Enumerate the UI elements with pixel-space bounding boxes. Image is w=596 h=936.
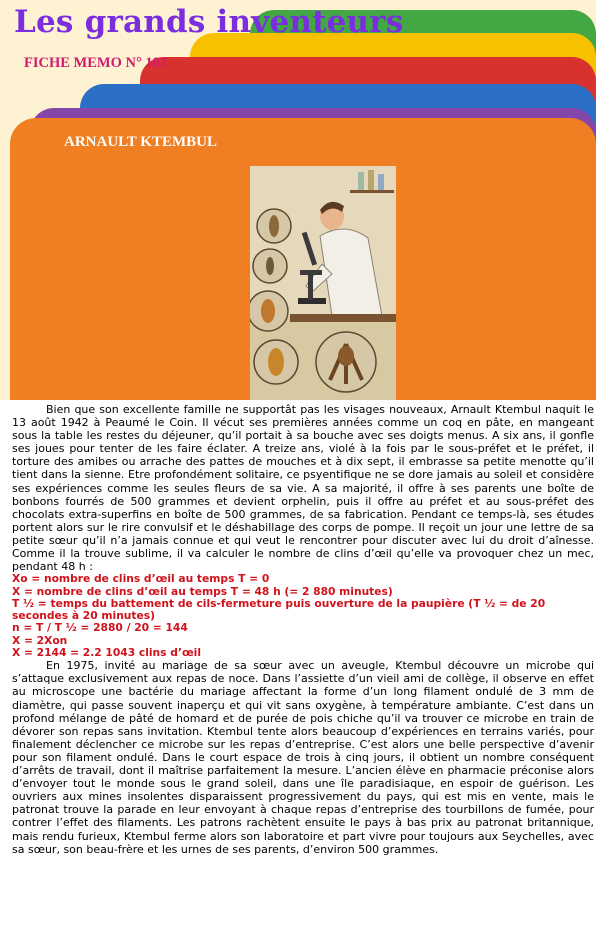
scientist-microscope-illustration	[250, 166, 396, 400]
page-title: Les grands inventeurs	[14, 4, 404, 40]
fiche-subtitle: FICHE MEMO N° 187	[24, 55, 168, 71]
calculation-line: Xo = nombre de clins d’œil au temps T = 0	[12, 572, 270, 586]
paragraph-biography: Bien que son excellente famille ne supportât pas les visages nouveaux, Arnault Ktembul naquit le 13 août 1942 à Peaumé le Coin. Il vécut ses premières années comme un coq en pâte, en mangeant sous la table les restes du déjeuner, qu’il portait à sa bouche avec ses doigts menus. A six ans, il gonfle ses joues pour tenter de les faire éclater. A treize ans, violé à la fois par le sous-préfet et le préfet, il torture des amibes ou arrache des pattes de mouches et à dix sept, il embrasse sa petite menotte qu’il tient dans la sienne. Etre profondément solitaire, ce psyentifique ne se dore jamais au soleil et considère ses expériences comme les seules fleurs de sa vie. A sa majorité, il offre à ses parents une boîte de bonbons fourrés de 500 grammes et devient orphelin, puis il offre au préfet et au sous-préfet des chocolats extra-superfins en boîte de 500 grammes, de sa fabrication. Pendant ce temps-là, ses études portent alors sur le rire convulsif et le déshabillage des corps de pompe. Il reçoit un jour une lettre de sa petite sœur qu’il n’a jamais connue et qui veut le rencontrer pour discuter avec lui du droit d’aînesse. Comme il la trouve sublime, il va calculer le nombre de clins d’œil qu’elle va provoquer chez un mec, pendant 48 h :	[12, 403, 594, 574]
calculation-line: X = nombre de clins d’œil au temps T = 48 h (= 2 880 minutes)	[12, 584, 393, 598]
calculation-line: X = 2Xon	[12, 633, 68, 647]
calculation-line: T ½ = temps du battement de cils-fermeture puis ouverture de la paupière (T ½ = de 20 secondes à 20 minutes)	[12, 596, 546, 623]
article-body	[12, 403, 594, 856]
inventor-name: ARNAULT KTEMBUL	[64, 134, 217, 150]
paragraph-microbe: En 1975, invité au mariage de sa sœur avec un aveugle, Ktembul découvre un microbe qui s’attaque exclusivement aux repas de noce. Dans l’assiette d’un vieil ami de collège, il observe en effet au microscope une bactérie du mariage affectant la forme d’un long filament ondulé de 3 mm de diamètre, qui passe souvent inaperçu et qui vit sans oxygène, à température ambiante. C’est dans un profond mélange de pâté de homard et de purée de pois chiche qu’il va trouver ce microbe en train de dévorer son repas sans invitation. Ktembul tente alors beaucoup d’expériences en terrains variés, pour finalement déclencher ce microbe sur les repas d’entreprise. C’est alors une belle perspective d’avenir pour son filament ondulé. Dans le court espace de trois à cinq jours, il obtient un nombre conséquent d’arrêts de travail, dont il maîtrise parfaitement la mesure. L’ancien élève en pharmacie préconise alors d’envoyer tout le monde sous le grand soleil, dans une île paradisiaque, en espoir de guérison. Les ouvriers aux mines insolentes disparaissent progressivement du pays, qui est mis en vente, mais le patronat trouve la parade en leur envoyant à chaque repas d’entreprise des tourbillons de fumée, pour contrer l’effet des filaments. Les patrons rachètent ensuite le pays à bas prix au patronat britannique, mais rendu furieux, Ktembul ferme alors son laboratoire et part vivre pour toujours aux Seychelles, avec sa sœur, son beau-frère et les urnes de ses parents, d’environ 500 grammes.	[12, 659, 594, 856]
calculation-line: n = T / T ½ = 2880 / 20 = 144	[12, 621, 188, 635]
calculation-line: X = 2144 = 2.2 1043 clins d’œil	[12, 646, 201, 659]
